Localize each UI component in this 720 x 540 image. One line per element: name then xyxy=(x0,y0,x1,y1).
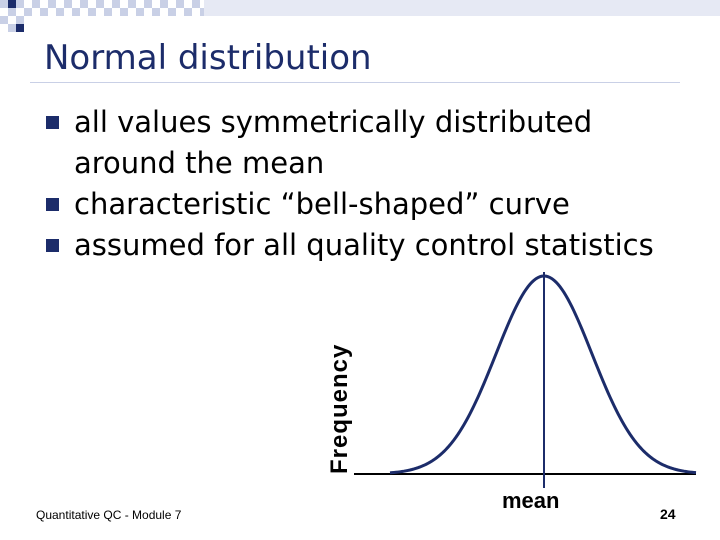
slide-title: Normal distribution xyxy=(44,38,372,78)
title-divider xyxy=(30,82,680,83)
square-bullet-icon xyxy=(46,198,59,211)
bullet-list xyxy=(46,102,686,266)
bullet-item xyxy=(46,225,686,266)
header-checker-pattern xyxy=(0,0,720,40)
y-axis-label: Frequency xyxy=(326,343,353,474)
bullet-text: all values symmetrically distributed around the mean xyxy=(74,105,593,180)
bullet-item xyxy=(46,102,686,184)
page-number: 24 xyxy=(660,506,676,522)
bullet-text: characteristic “bell-shaped” curve xyxy=(74,187,570,221)
square-bullet-icon xyxy=(46,239,59,252)
square-bullet-icon xyxy=(46,116,59,129)
bullet-item xyxy=(46,184,686,225)
slide-footer: Quantitative QC - Module 7 xyxy=(36,508,182,522)
bullet-text: assumed for all quality control statistics xyxy=(74,228,654,262)
x-axis-label: mean xyxy=(502,488,560,513)
